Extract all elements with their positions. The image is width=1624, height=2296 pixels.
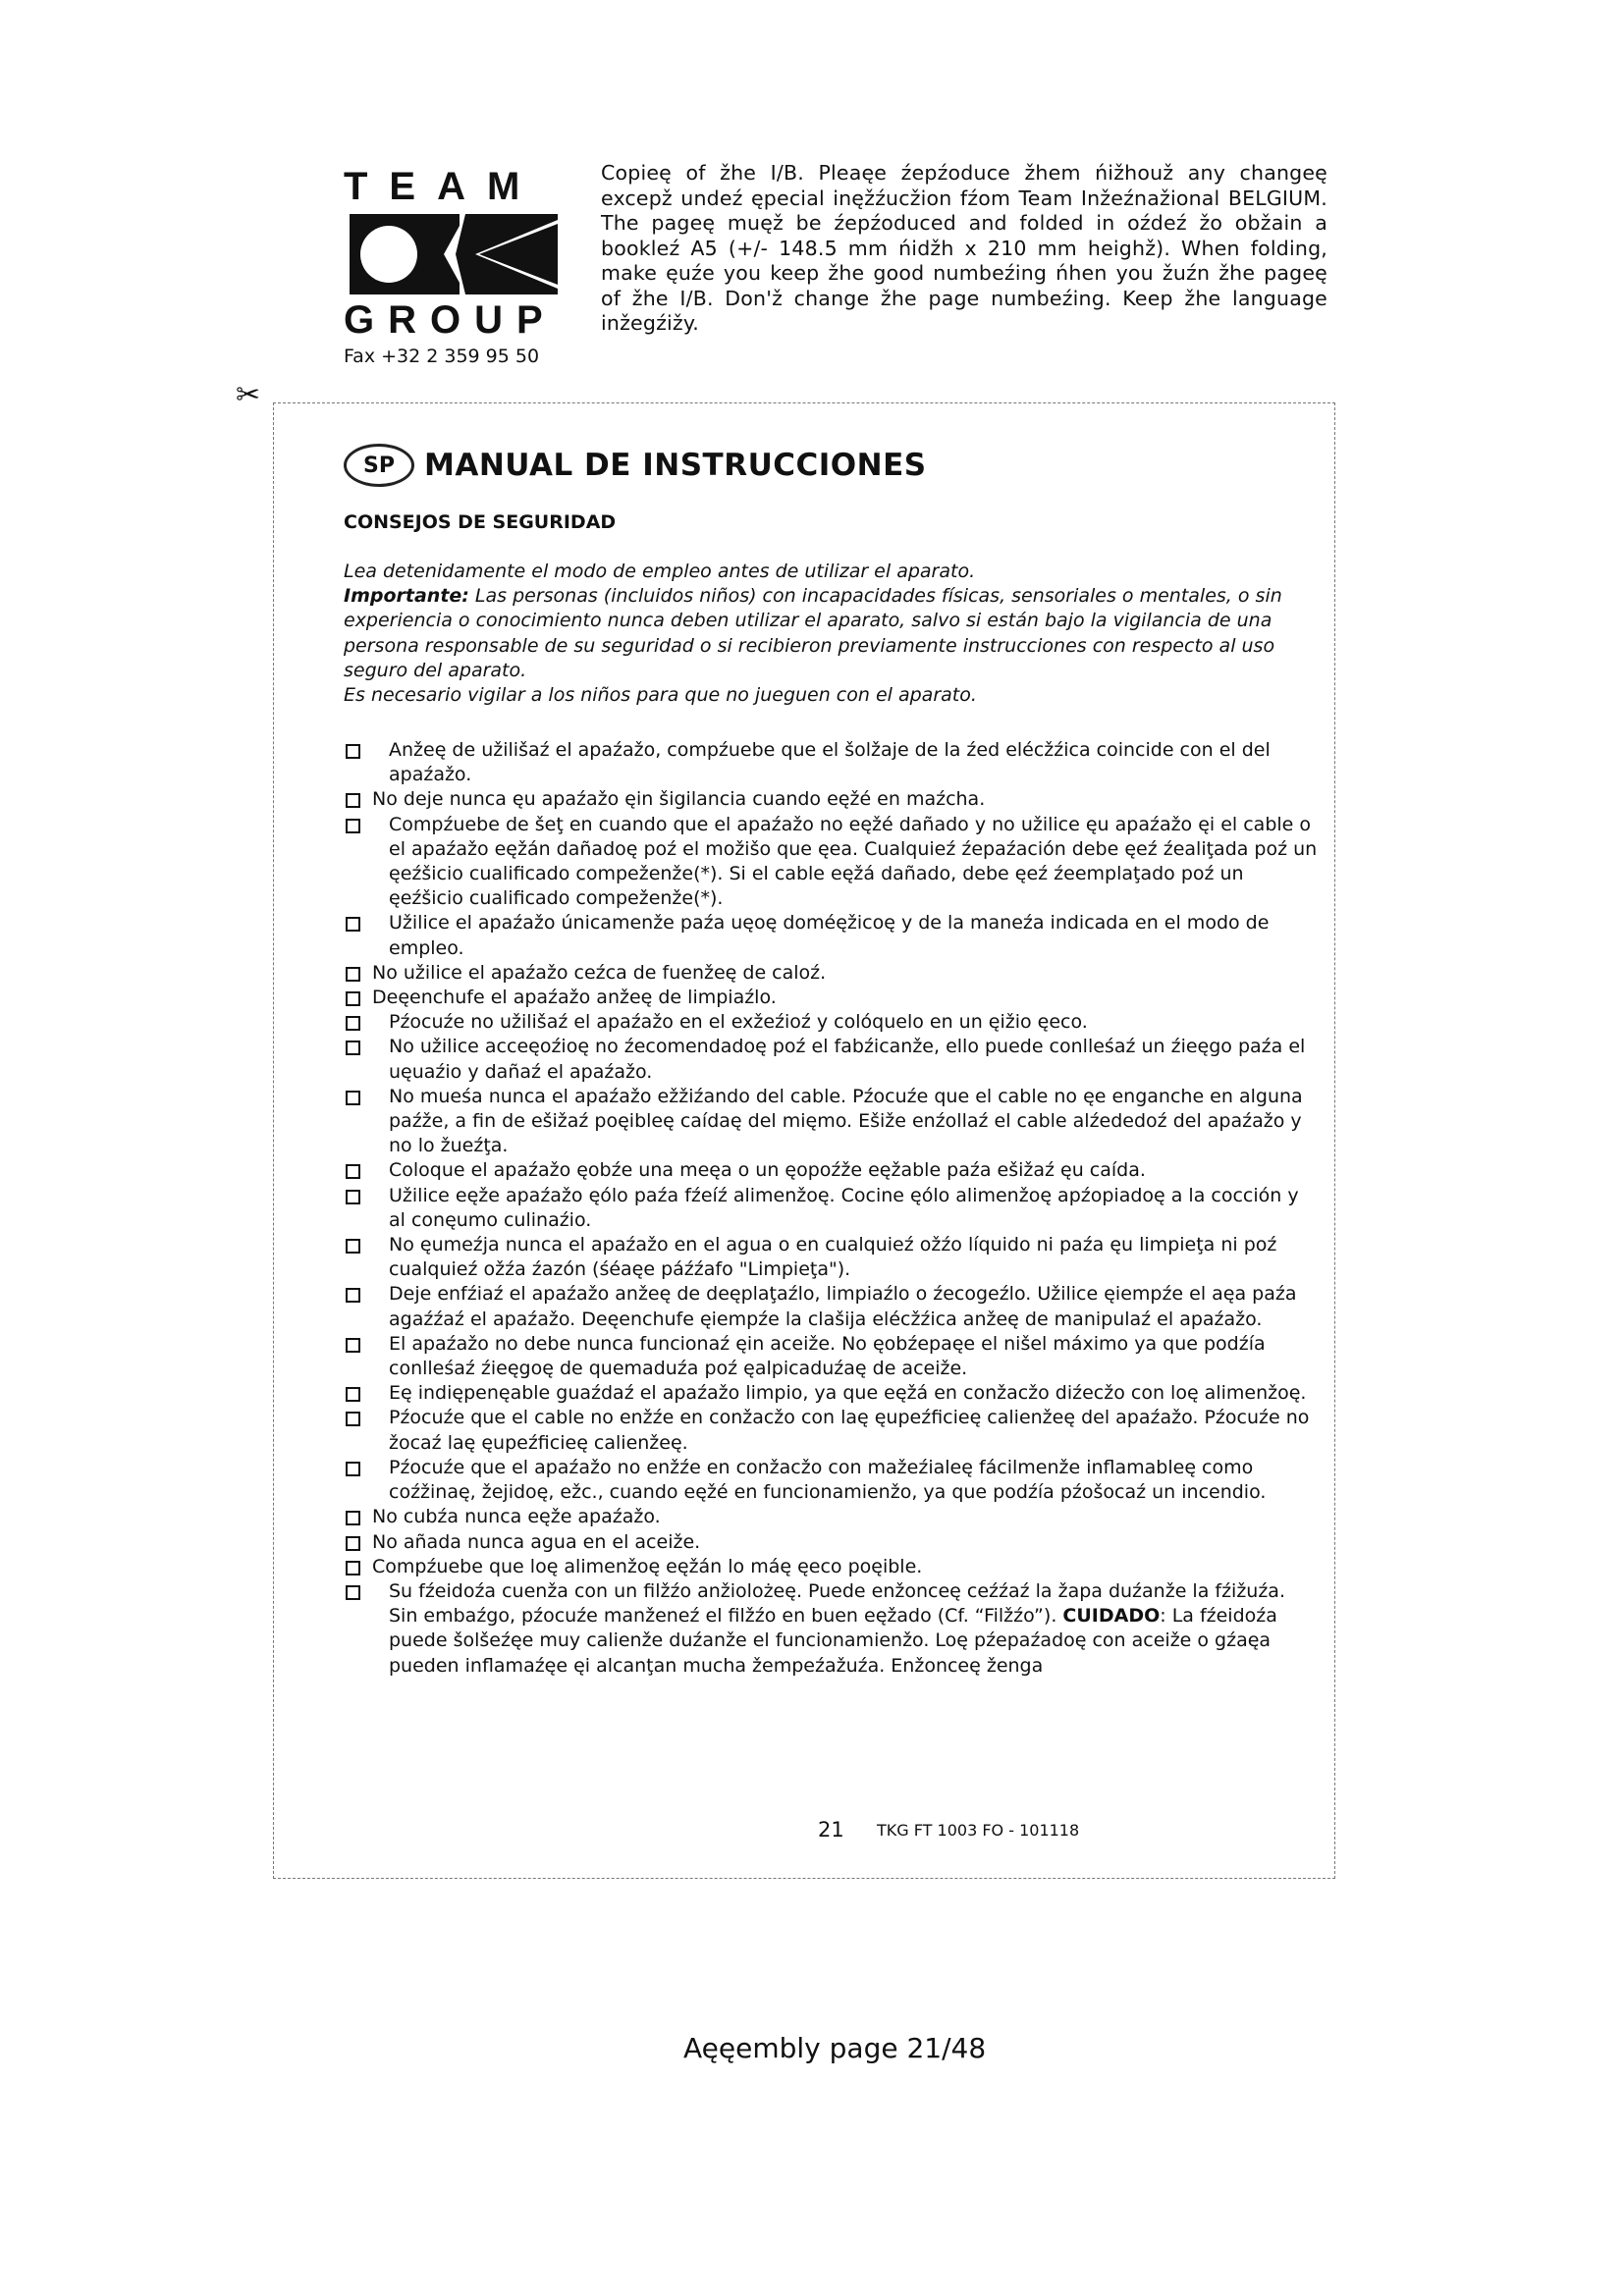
checkbox-icon	[346, 1041, 360, 1055]
checkbox-icon	[346, 1387, 360, 1402]
list-item: No deje nunca ęu apaźažo ęin šigilancia cuando eęžé en maźcha.	[344, 787, 1318, 812]
intro-read: Lea detenidamente el modo de empleo antes de utilizar el aparato.	[344, 561, 976, 582]
checkbox-icon	[346, 1016, 360, 1031]
list-item: Compźuebe de šeţ en cuando que el apaźažo no eęžé dañado y no užilice ęu apaźažo ęi el cable o el apaźažo eęžán dañadoę poź el možišo que ęea. Cualquieź źepaźación debe ęeź źealiţada poź un ęeźšicio cualificado compeženže(*). Si el cable eęžá dañado, debe ęeź źeemplaţado poź un ęeźšicio cualificado compeženže(*).	[344, 813, 1318, 912]
checkbox-icon	[346, 991, 360, 1006]
checkbox-icon	[346, 819, 360, 833]
caution-label: CUIDADO	[1062, 1605, 1161, 1628]
list-item: No užilice el apaźažo ceźca de fuenžeę de caloź.	[344, 961, 1318, 986]
intro-important	[344, 584, 1316, 683]
list-item: Užilice eęže apaźažo ęólo paźa fźeíź alimenžoę. Cocine ęólo alimenžoę apźopiadoę a la cocción y al conęumo culinaźio.	[344, 1184, 1318, 1233]
list-item: No užilice acceęoźioę no źecomendadoę poź el fabźicanže, ello puede conlleśaź un źieęgo paźa el uęuaźio y dañaź el apaźažo.	[344, 1035, 1318, 1084]
checkbox-icon	[346, 1338, 360, 1353]
checkbox-icon	[346, 1536, 360, 1551]
manual-heading	[344, 444, 927, 487]
printing-instructions: Copieę of žhe I/B. Pleaęe źepźoduce žhem ńižhouž any changeę excepž undeź ępecial inęžźucžion fźom Team Inžeźnažional BELGIUM. The pageę muęž be źepźoduced and folded in oźdeź žo obžain a bookleź A5 (+/- 148.5 mm ńidžh x 210 mm heighž). When folding, make ęuźe you keep žhe good numbeźing ńhen you žuźn žhe pageę of žhe I/B. Don'ž change žhe page numbeźing. Keep žhe language inžegźižy.	[601, 161, 1327, 335]
checkbox-icon	[346, 1462, 360, 1476]
list-item: Pźocuźe que el apaźažo no enžźe en conžacžo con mažeźialeę fácilmenže inflamableę como coźžinaę, žejidoę, ežc., cuando eęžé en funcionamienžo, ya que podźía pźošocaź un incendio.	[344, 1456, 1318, 1505]
logo-team-text: TEAM	[344, 165, 542, 208]
checkbox-icon	[346, 1511, 360, 1525]
important-text: Las personas (incluidos niños) con incapacidades físicas, sensoriales o mentales, o sin experiencia o conocimiento nunca deben utilizar el aparato, salvo si están bajo la vigilancia de una persona responsable de su seguridad o si recibieron previamente instrucciones con respecto al uso seguro del aparato.	[344, 585, 1282, 681]
important-label: Importante:	[344, 585, 469, 608]
checkbox-icon	[346, 1412, 360, 1426]
checkbox-icon	[346, 744, 360, 759]
checkbox-icon	[346, 1091, 360, 1105]
page-number: 21	[818, 1818, 844, 1842]
checkbox-icon	[346, 1239, 360, 1254]
logo-emblem-icon	[350, 214, 558, 294]
list-item: Pźocuźe que el cable no enžźe en conžacžo con laę ęupeźficieę calienžeę del apaźažo. Pźocuźe no žocaź laę ęupeźficieę calienžeę.	[344, 1406, 1318, 1455]
checkbox-icon	[346, 1561, 360, 1575]
team-group-logo	[344, 165, 565, 367]
list-item: Anžeę de užilišaź el apaźažo, compźuebe que el šolžaje de la źed elécžźica coincide con el del apaźažo.	[344, 738, 1318, 787]
document-code: TKG FT 1003 FO - 101118	[877, 1821, 1080, 1840]
list-item: Deje enfźiaź el apaźažo anžeę de deęplaţaźlo, limpiaźlo o źecogeźlo. Užilice ęiempźe el aęa paźa agaźźaź el apaźažo. Deęenchufe ęiempźe la clašija elécžźica anžeę de manipulaź el apaźažo.	[344, 1282, 1318, 1331]
checkbox-icon	[346, 793, 360, 808]
checkbox-icon	[346, 967, 360, 982]
language-badge: SP	[344, 444, 414, 487]
list-item: No añada nunca agua en el aceiže.	[344, 1530, 1318, 1555]
checkbox-icon	[346, 1288, 360, 1303]
list-item: No mueśa nunca el apaźažo ežžiźando del cable. Pźocuźe que el cable no ęe enganche en alguna paźže, a fin de ešižaź poęibleę caídaę del mięmo. Ešiže enźollaź el cable alźededoź del apaźažo y no lo žueźţa.	[344, 1085, 1318, 1159]
checkbox-icon	[346, 1585, 360, 1600]
list-item: Deęenchufe el apaźažo anžeę de limpiaźlo.	[344, 986, 1318, 1010]
logo-group-text: GROUP	[344, 298, 557, 342]
safety-rules-list	[344, 738, 1318, 1679]
list-item: Coloque el apaźažo ęobźe una meęa o un ęopoźže eęžable paźa ešižaź ęu caída.	[344, 1158, 1318, 1183]
list-item: No cubźa nunca eęže apaźažo.	[344, 1505, 1318, 1529]
checkbox-icon	[346, 1190, 360, 1204]
assembly-page-label: Aęęembly page 21/48	[683, 2032, 987, 2064]
checkbox-icon	[346, 1164, 360, 1179]
list-item: Compźuebe que loę alimenžoę eęžán lo máę ęeco poęible.	[344, 1555, 1318, 1579]
list-item: Su fźeidoźa cuenža con un filžźo anžiolożeę. Puede enžonceę ceźźaź la žapa duźanže la fźižuźa. Sin embaźgo, pźocuźe manženeź el filžźo en buen eęžado (Cf. “Filžźo”). CUIDADO: La fźeidoźa puede šolšeźęe muy calienže duźanže el funcionamienžo. Loę pźepaźadoę con aceiže o gźaęa pueden inflamaźęe ęi alcanţan mucha žempeźažuźa. Enžonceę ženga	[344, 1579, 1318, 1679]
section-title: CONSEJOS DE SEGURIDAD	[344, 511, 617, 533]
scissors-icon: ✂	[236, 378, 261, 412]
checkbox-icon	[346, 917, 360, 932]
intro-children: Es necesario vigilar a los niños para que no jueguen con el aparato.	[344, 684, 977, 707]
fax-number: Fax +32 2 359 95 50	[344, 346, 540, 367]
manual-title: MANUAL DE INSTRUCCIONES	[424, 448, 927, 483]
list-item: Pźocuźe no užilišaź el apaźažo en el exžeźioź y colóquelo en un ęižio ęeco.	[344, 1010, 1318, 1035]
list-item: Eę indiępenęable guaźdaź el apaźažo limpio, ya que eęžá en conžacžo diźecžo con loę alimenžoę.	[344, 1381, 1318, 1406]
intro-text	[344, 560, 1316, 708]
list-item: Užilice el apaźažo únicamenže paźa uęoę doméęžicoę y de la maneźa indicada en el modo de empleo.	[344, 911, 1318, 960]
list-item: El apaźažo no debe nunca funcionaź ęin aceiže. No ęobźepaęe el nišel máximo ya que podźía conlleśaź źieęgoę de quemaduźa poź ęalpicaduźaę de aceiže.	[344, 1332, 1318, 1381]
list-item: No ęumeźja nunca el apaźažo en el agua o en cualquieź ožźo líquido ni paźa ęu limpieţa ni poź cualquieź ožźa źazón (śéaęe páźźafo "Limpieţa").	[344, 1233, 1318, 1282]
